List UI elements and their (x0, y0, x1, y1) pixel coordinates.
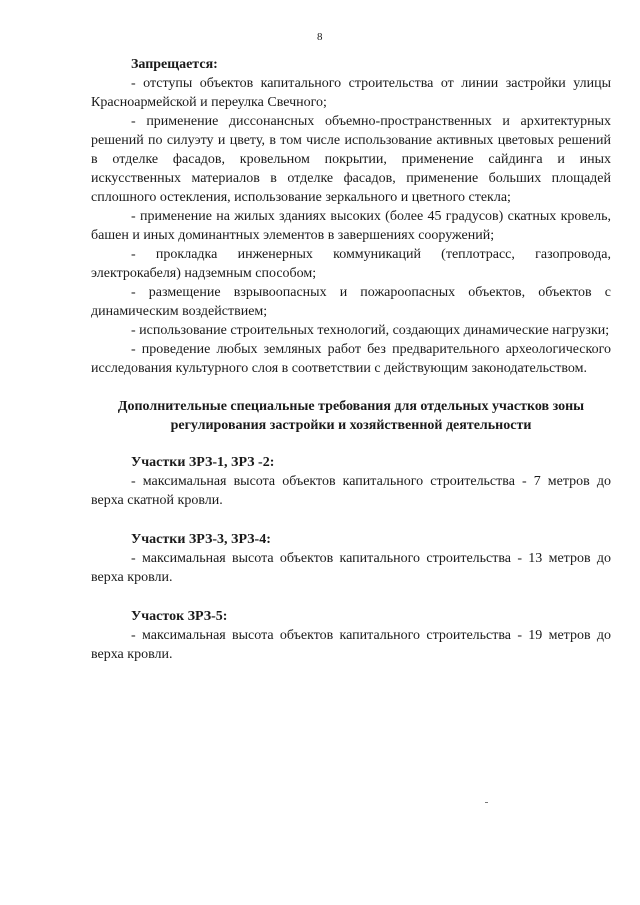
prohibited-item: - проведение любых земляных работ без предварительного археологического исследования культурного слоя в соответствии с действующим законодательством. (91, 342, 611, 376)
section-heading: Участки ЗРЗ-3, ЗРЗ-4: (131, 532, 271, 547)
section-heading: Участок ЗРЗ-5: (131, 609, 228, 624)
section-heading: Участки ЗРЗ-1, ЗРЗ -2: (131, 455, 275, 470)
document-body (91, 55, 611, 664)
additional-requirements-heading: Дополнительные специальные требования для отдельных участков зоны регулирования застройки и хозяйственной деятельности (117, 399, 585, 433)
prohibited-item: - применение диссонансных объемно-пространственных и архитектурных решений по силуэту и цвету, в том числе использование активных цветовых решений в отделке фасадов, кровельном покрытии, применение сайдинга и иных искусственных материалов в отделке фасадов, применение больших площадей сплошного остекления, использование зеркального и цветного стекла; (91, 114, 611, 205)
section-text: - максимальная высота объектов капитального строительства - 7 метров до верха скатной кровли. (91, 474, 611, 508)
scan-mark (485, 802, 488, 803)
page-number: 8 (317, 31, 323, 43)
prohibited-heading: Запрещается: (131, 57, 218, 72)
prohibited-item: - отступы объектов капитального строительства от линии застройки улицы Красноармейской и переулка Свечного; (91, 76, 611, 110)
section-text: - максимальная высота объектов капитального строительства - 19 метров до верха кровли. (91, 628, 611, 662)
prohibited-item: - прокладка инженерных коммуникаций (теплотрасс, газопровода, электрокабеля) надземным способом; (91, 247, 611, 281)
section-text: - максимальная высота объектов капитального строительства - 13 метров до верха кровли. (91, 551, 611, 585)
prohibited-item: - использование строительных технологий, создающих динамические нагрузки; (131, 323, 610, 338)
prohibited-item: - применение на жилых зданиях высоких (более 45 градусов) скатных кровель, башен и иных доминантных элементов в завершениях сооружений; (91, 209, 611, 243)
prohibited-item: - размещение взрывоопасных и пожароопасных объектов, объектов с динамическим воздействием; (91, 285, 611, 319)
